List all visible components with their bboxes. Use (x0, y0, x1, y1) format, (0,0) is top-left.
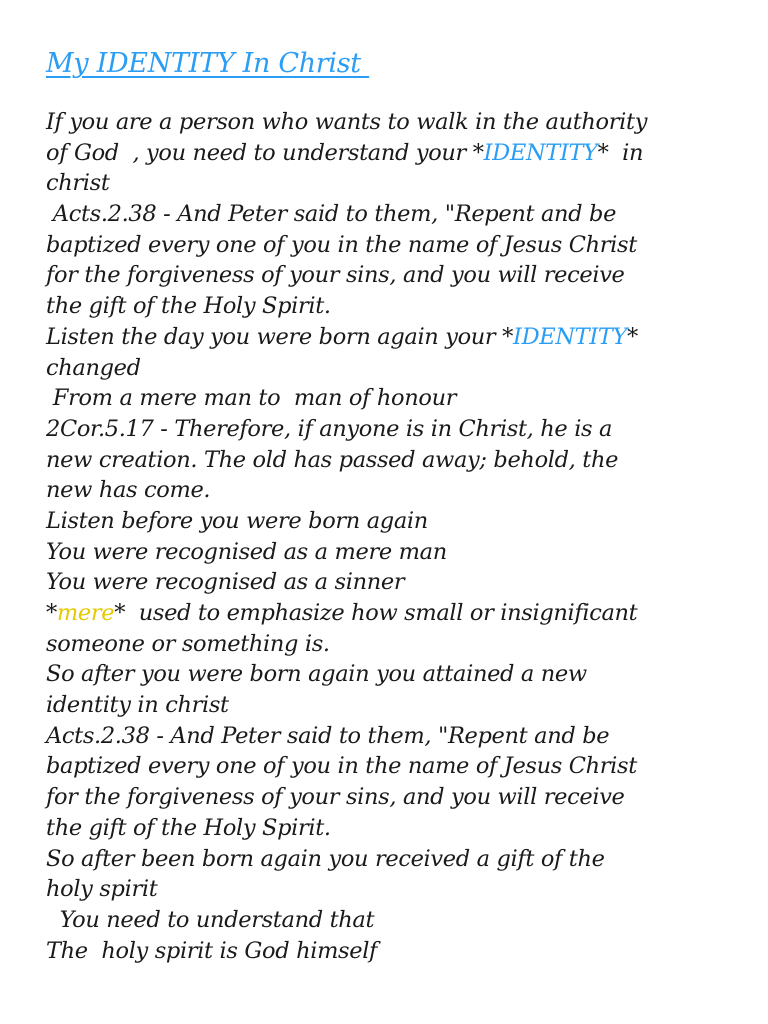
text-line (46, 690, 746, 721)
text-line (46, 383, 746, 414)
text-line (46, 905, 746, 936)
text-segment: Acts.2.38 - And Peter said to them, "Repent and be (46, 201, 617, 228)
text-segment: holy spirit (46, 876, 158, 903)
text-segment: christ (46, 170, 110, 197)
page-title: My IDENTITY In Christ (46, 48, 370, 79)
text-line (46, 353, 746, 384)
text-segment: for the forgiveness of your sins, and you will receive (46, 784, 625, 811)
text-line (46, 782, 746, 813)
text-line (46, 567, 746, 598)
text-line (46, 230, 746, 261)
text-line (46, 629, 746, 660)
text-line (46, 506, 746, 537)
text-segment: the gift of the Holy Spirit. (46, 293, 331, 320)
text-segment: of God , you need to understand your * (46, 139, 484, 166)
text-line (46, 107, 746, 138)
text-segment: baptized every one of you in the name of Jesus Christ (46, 231, 637, 258)
text-segment: So after you were born again you attained a new (46, 661, 587, 688)
text-segment: changed (46, 354, 141, 381)
text-segment: new creation. The old has passed away; behold, the (46, 446, 619, 473)
highlighted-word: IDENTITY (483, 139, 598, 166)
text-segment: Listen before you were born again (46, 507, 428, 534)
text-segment: * (46, 600, 57, 626)
text-segment: the gift of the Holy Spirit. (46, 814, 331, 841)
text-line (46, 874, 746, 905)
text-line (46, 659, 746, 690)
text-segment: You were recognised as a sinner (46, 569, 405, 596)
text-segment: You need to understand that (46, 906, 375, 933)
highlighted-word: IDENTITY (513, 323, 628, 350)
text-segment: The holy spirit is God himself (46, 937, 378, 964)
text-line (46, 475, 746, 506)
document-body (46, 107, 746, 966)
text-line (46, 598, 746, 629)
text-segment: From a mere man to man of honour (46, 385, 457, 412)
text-line (46, 168, 746, 199)
text-line (46, 813, 746, 844)
text-line (46, 844, 746, 875)
text-segment: So after been born again you received a gift of the (46, 845, 605, 872)
text-segment: You were recognised as a mere man (46, 538, 447, 565)
text-segment: someone or something is. (46, 630, 330, 657)
text-line (46, 199, 746, 230)
text-segment: 2Cor.5.17 - Therefore, if anyone is in Christ, he is a (46, 415, 613, 442)
text-segment: Acts.2.38 - And Peter said to them, "Repent and be (46, 722, 610, 749)
text-segment: * used to emphasize how small or insignificant (114, 600, 638, 626)
text-line (46, 721, 746, 752)
text-segment: * (627, 323, 638, 350)
text-line (46, 322, 746, 353)
text-segment: If you are a person who wants to walk in the authority (46, 109, 648, 135)
text-line (46, 291, 746, 322)
text-segment: baptized every one of you in the name of Jesus Christ (46, 753, 637, 780)
text-segment: Listen the day you were born again your * (46, 323, 514, 350)
text-line (46, 936, 746, 967)
text-segment: identity in christ (46, 692, 229, 719)
text-line (46, 537, 746, 568)
highlighted-word: mere (56, 600, 115, 626)
text-line (46, 138, 746, 169)
text-line (46, 445, 746, 476)
text-line (46, 260, 746, 291)
text-segment: for the forgiveness of your sins, and you will receive (46, 262, 625, 289)
text-segment: new has come. (46, 477, 211, 504)
text-line (46, 751, 746, 782)
text-line (46, 414, 746, 445)
text-segment: * in (597, 139, 644, 166)
